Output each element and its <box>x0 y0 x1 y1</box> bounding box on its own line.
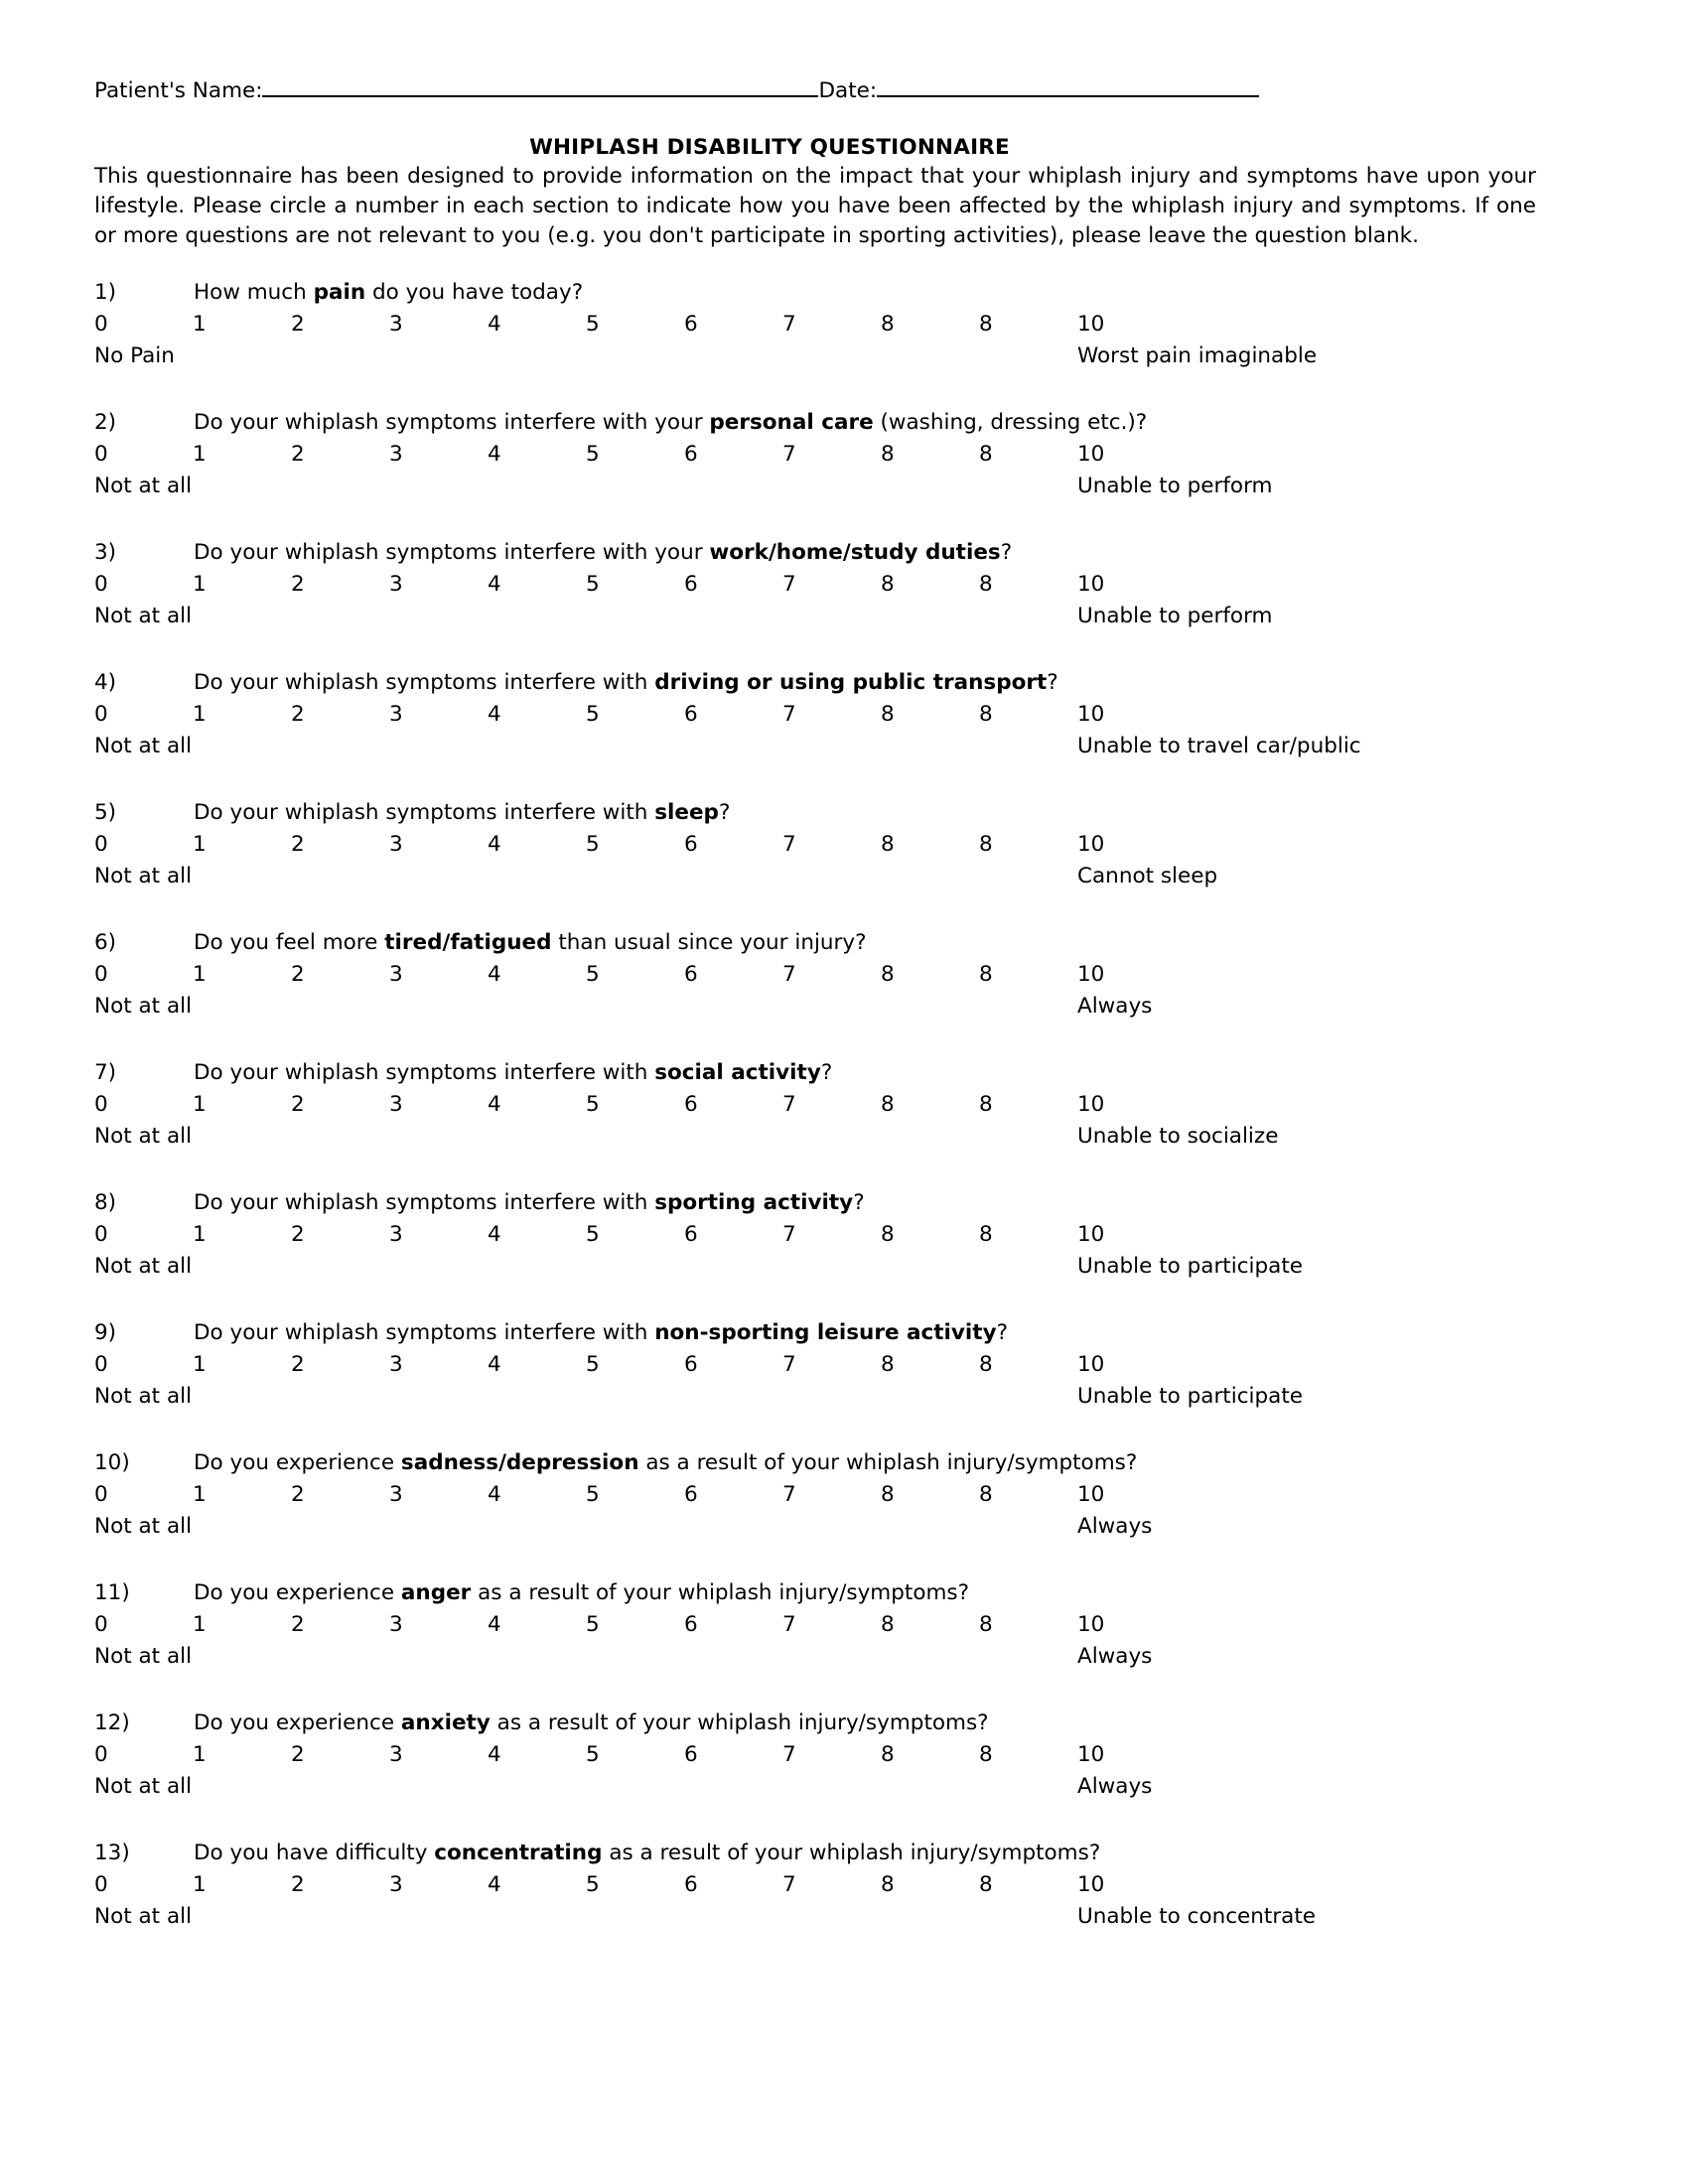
question-keyword: non-sporting leisure activity <box>654 1320 997 1345</box>
scale-option-9[interactable]: 8 <box>979 1092 993 1117</box>
scale-option-5[interactable]: 5 <box>586 1742 600 1767</box>
scale-option-8[interactable]: 8 <box>881 832 895 857</box>
scale-option-8[interactable]: 8 <box>881 1482 895 1507</box>
question-text-after: than usual since your injury? <box>551 930 867 955</box>
question-text-before: Do your whiplash symptoms interfere with <box>194 1190 655 1215</box>
scale-option-1[interactable]: 1 <box>193 1092 207 1117</box>
question-line <box>94 927 1534 959</box>
question-keyword: sleep <box>654 800 719 825</box>
scale-option-3[interactable]: 3 <box>389 832 403 857</box>
question-line <box>94 1187 1534 1219</box>
intro-paragraph: This questionnaire has been designed to provide information on the impact that your whiplash injury and symptoms have upon your lifestyle. Please circle a number in each section to indicate how you have been affected by the whiplash injury and symptoms. If one or more questions are not relevant to you (e.g. you don't participate in sporting activities), please leave the question blank. <box>94 164 1536 248</box>
question-line <box>94 1447 1534 1479</box>
question-text <box>194 1707 989 1739</box>
question-line <box>94 1317 1534 1349</box>
question-text-after: as a result of your whiplash injury/symptoms? <box>602 1841 1101 1865</box>
scale-anchors <box>94 601 1534 632</box>
anchor-label-right: Unable to travel car/public <box>1077 734 1361 758</box>
scale-option-5[interactable]: 5 <box>586 1222 600 1247</box>
scale-option-0[interactable]: 0 <box>94 702 108 727</box>
questions-list <box>94 277 1534 1933</box>
rating-scale <box>94 699 1534 731</box>
scale-option-7[interactable]: 7 <box>782 442 796 467</box>
scale-option-0[interactable]: 0 <box>94 1092 108 1117</box>
rating-scale <box>94 959 1534 991</box>
question-number: 4) <box>94 670 117 695</box>
scale-option-2[interactable]: 2 <box>291 1742 305 1767</box>
scale-option-1[interactable]: 1 <box>193 572 207 597</box>
question-number: 9) <box>94 1320 117 1345</box>
scale-anchors <box>94 991 1534 1023</box>
question-line <box>94 1577 1534 1609</box>
scale-option-3[interactable]: 3 <box>389 1742 403 1767</box>
scale-option-8[interactable]: 8 <box>881 1742 895 1767</box>
scale-option-4[interactable]: 4 <box>488 312 501 337</box>
question-keyword: anxiety <box>400 1710 491 1735</box>
question-text-before: Do your whiplash symptoms interfere with <box>194 670 655 695</box>
question-number: 7) <box>94 1060 117 1085</box>
scale-option-3[interactable]: 3 <box>389 1612 403 1637</box>
scale-option-1[interactable]: 1 <box>193 832 207 857</box>
scale-option-6[interactable]: 6 <box>684 1612 698 1637</box>
scale-option-9[interactable]: 8 <box>979 702 993 727</box>
question-number: 12) <box>94 1710 130 1735</box>
anchor-label-left: Not at all <box>94 1254 193 1279</box>
scale-option-3[interactable]: 3 <box>389 702 403 727</box>
scale-option-1[interactable]: 1 <box>193 1742 207 1767</box>
question-keyword: tired/fatigued <box>384 930 552 955</box>
anchor-label-left: Not at all <box>94 1514 193 1539</box>
anchor-label-left: Not at all <box>94 994 193 1019</box>
anchor-label-right: Always <box>1077 1644 1153 1669</box>
anchor-label-left: Not at all <box>94 1644 193 1669</box>
scale-option-10[interactable]: 10 <box>1077 1872 1105 1897</box>
scale-option-7[interactable]: 7 <box>782 1092 796 1117</box>
scale-option-5[interactable]: 5 <box>586 1612 600 1637</box>
question-text <box>194 927 867 959</box>
patient-name-label: Patient's Name: <box>94 78 263 103</box>
scale-option-6[interactable]: 6 <box>684 1222 698 1247</box>
scale-option-9[interactable]: 8 <box>979 1872 993 1897</box>
rating-scale <box>94 1609 1534 1641</box>
question-keyword: work/home/study duties <box>709 540 1001 565</box>
anchor-label-left: Not at all <box>94 734 193 758</box>
question-text-after: ? <box>1000 540 1013 565</box>
scale-option-8[interactable]: 8 <box>881 702 895 727</box>
scale-option-5[interactable]: 5 <box>586 1482 600 1507</box>
question-line <box>94 537 1534 569</box>
scale-option-6[interactable]: 6 <box>684 702 698 727</box>
scale-option-10[interactable]: 10 <box>1077 702 1105 727</box>
question-text-after: as a result of your whiplash injury/symptoms? <box>490 1710 989 1735</box>
scale-option-0[interactable]: 0 <box>94 832 108 857</box>
anchor-label-right: Unable to perform <box>1077 604 1273 628</box>
question-number: 10) <box>94 1450 130 1475</box>
scale-option-1[interactable]: 1 <box>193 1222 207 1247</box>
scale-option-5[interactable]: 5 <box>586 702 600 727</box>
scale-option-0[interactable]: 0 <box>94 962 108 987</box>
scale-option-5[interactable]: 5 <box>586 312 600 337</box>
question-text-before: Do you experience <box>194 1580 401 1605</box>
rating-scale <box>94 829 1534 861</box>
question-block <box>94 277 1534 372</box>
question-line <box>94 667 1534 699</box>
anchor-label-left: Not at all <box>94 1774 193 1799</box>
question-text-before: Do your whiplash symptoms interfere with <box>194 1320 655 1345</box>
question-keyword: anger <box>400 1580 472 1605</box>
scale-option-5[interactable]: 5 <box>586 1872 600 1897</box>
scale-option-5[interactable]: 5 <box>586 962 600 987</box>
scale-option-1[interactable]: 1 <box>193 962 207 987</box>
anchor-label-left: Not at all <box>94 1904 193 1929</box>
scale-option-4[interactable]: 4 <box>488 1872 501 1897</box>
question-block <box>94 1317 1534 1413</box>
scale-option-4[interactable]: 4 <box>488 1612 501 1637</box>
scale-option-8[interactable]: 8 <box>881 572 895 597</box>
scale-option-6[interactable]: 6 <box>684 1092 698 1117</box>
scale-option-6[interactable]: 6 <box>684 312 698 337</box>
question-text-before: Do you feel more <box>194 930 385 955</box>
question-text-before: Do your whiplash symptoms interfere with <box>194 1060 655 1085</box>
rating-scale <box>94 1219 1534 1251</box>
question-text-before: Do you have difficulty <box>194 1841 435 1865</box>
question-text-before: Do you experience <box>194 1450 401 1475</box>
scale-anchors <box>94 1641 1534 1673</box>
scale-option-7[interactable]: 7 <box>782 702 796 727</box>
rating-scale <box>94 1479 1534 1511</box>
scale-option-2[interactable]: 2 <box>291 1222 305 1247</box>
question-text-before: How much <box>194 280 314 305</box>
scale-option-6[interactable]: 6 <box>684 572 698 597</box>
date-label: Date: <box>818 78 878 103</box>
question-line <box>94 1057 1534 1089</box>
scale-option-6[interactable]: 6 <box>684 1872 698 1897</box>
question-text-after: ? <box>1047 670 1058 695</box>
scale-option-7[interactable]: 7 <box>782 1742 796 1767</box>
scale-option-9[interactable]: 8 <box>979 1742 993 1767</box>
scale-anchors <box>94 341 1534 372</box>
question-keyword: sporting activity <box>654 1190 854 1215</box>
anchor-label-right: Always <box>1077 1514 1153 1539</box>
scale-option-2[interactable]: 2 <box>291 442 305 467</box>
anchor-label-left: Not at all <box>94 604 193 628</box>
anchor-label-right: Unable to participate <box>1077 1384 1303 1409</box>
scale-option-5[interactable]: 5 <box>586 1352 600 1377</box>
anchor-label-right: Always <box>1077 1774 1153 1799</box>
scale-option-4[interactable]: 4 <box>488 1352 501 1377</box>
scale-option-3[interactable]: 3 <box>389 1352 403 1377</box>
scale-option-0[interactable]: 0 <box>94 1742 108 1767</box>
question-line <box>94 277 1534 309</box>
scale-option-2[interactable]: 2 <box>291 1612 305 1637</box>
scale-option-0[interactable]: 0 <box>94 1482 108 1507</box>
scale-option-10[interactable]: 10 <box>1077 312 1105 337</box>
rating-scale <box>94 439 1534 471</box>
question-keyword: pain <box>313 280 366 305</box>
question-text-after: ? <box>718 800 731 825</box>
scale-option-10[interactable]: 10 <box>1077 572 1105 597</box>
question-text-after: (washing, dressing etc.)? <box>873 410 1148 435</box>
date-field[interactable] <box>877 77 1259 97</box>
scale-option-3[interactable]: 3 <box>389 312 403 337</box>
scale-option-1[interactable]: 1 <box>193 1352 207 1377</box>
rating-scale <box>94 1349 1534 1381</box>
scale-option-9[interactable]: 8 <box>979 1612 993 1637</box>
scale-anchors <box>94 731 1534 762</box>
question-text-after: as a result of your whiplash injury/symptoms? <box>638 1450 1138 1475</box>
scale-option-3[interactable]: 3 <box>389 1222 403 1247</box>
scale-option-9[interactable]: 8 <box>979 1222 993 1247</box>
scale-option-5[interactable]: 5 <box>586 572 600 597</box>
rating-scale <box>94 1869 1534 1901</box>
scale-option-1[interactable]: 1 <box>193 442 207 467</box>
question-number: 3) <box>94 540 117 565</box>
scale-option-10[interactable]: 10 <box>1077 1482 1105 1507</box>
scale-option-8[interactable]: 8 <box>881 1222 895 1247</box>
scale-option-1[interactable]: 1 <box>193 312 207 337</box>
scale-option-4[interactable]: 4 <box>488 1742 501 1767</box>
scale-anchors <box>94 1511 1534 1543</box>
scale-option-2[interactable]: 2 <box>291 702 305 727</box>
document-content <box>94 0 1534 1968</box>
scale-option-1[interactable]: 1 <box>193 702 207 727</box>
question-text <box>194 1057 832 1089</box>
rating-scale <box>94 1739 1534 1771</box>
anchor-label-right: Unable to participate <box>1077 1254 1303 1279</box>
scale-option-10[interactable]: 10 <box>1077 832 1105 857</box>
question-text-after: do you have today? <box>365 280 584 305</box>
scale-option-1[interactable]: 1 <box>193 1482 207 1507</box>
patient-header <box>94 77 1534 121</box>
scale-option-2[interactable]: 2 <box>291 962 305 987</box>
question-keyword: social activity <box>654 1060 821 1085</box>
anchor-label-right: Cannot sleep <box>1077 864 1218 888</box>
scale-option-7[interactable]: 7 <box>782 1872 796 1897</box>
rating-scale <box>94 309 1534 341</box>
scale-option-3[interactable]: 3 <box>389 1872 403 1897</box>
scale-option-8[interactable]: 8 <box>881 312 895 337</box>
scale-anchors <box>94 1381 1534 1413</box>
scale-option-3[interactable]: 3 <box>389 572 403 597</box>
rating-scale <box>94 569 1534 601</box>
question-keyword: personal care <box>709 410 874 435</box>
scale-option-9[interactable]: 8 <box>979 1482 993 1507</box>
question-keyword: concentrating <box>434 1841 603 1865</box>
question-line <box>94 1707 1534 1739</box>
question-number: 8) <box>94 1190 117 1215</box>
question-text <box>194 537 1012 569</box>
scale-option-4[interactable]: 4 <box>488 1482 501 1507</box>
question-text <box>194 277 583 309</box>
scale-option-7[interactable]: 7 <box>782 1222 796 1247</box>
scale-option-0[interactable]: 0 <box>94 1222 108 1247</box>
scale-option-9[interactable]: 8 <box>979 312 993 337</box>
scale-option-7[interactable]: 7 <box>782 1482 796 1507</box>
scale-option-10[interactable]: 10 <box>1077 1612 1105 1637</box>
scale-option-6[interactable]: 6 <box>684 1482 698 1507</box>
question-text-before: Do you experience <box>194 1710 401 1735</box>
scale-option-10[interactable]: 10 <box>1077 962 1105 987</box>
question-block <box>94 797 1534 892</box>
anchor-label-right: Worst pain imaginable <box>1077 343 1318 368</box>
question-text <box>194 667 1058 699</box>
question-text-after: ? <box>820 1060 833 1085</box>
scale-option-4[interactable]: 4 <box>488 962 501 987</box>
scale-option-2[interactable]: 2 <box>291 1872 305 1897</box>
scale-option-4[interactable]: 4 <box>488 442 501 467</box>
patient-name-field[interactable] <box>262 77 818 97</box>
question-block <box>94 1838 1534 1933</box>
scale-option-9[interactable]: 8 <box>979 1352 993 1377</box>
question-keyword: driving or using public transport <box>654 670 1048 695</box>
scale-option-2[interactable]: 2 <box>291 1092 305 1117</box>
scale-option-4[interactable]: 4 <box>488 572 501 597</box>
scale-option-0[interactable]: 0 <box>94 1352 108 1377</box>
scale-anchors <box>94 1251 1534 1283</box>
scale-option-0[interactable]: 0 <box>94 572 108 597</box>
question-text <box>194 1187 865 1219</box>
scale-option-9[interactable]: 8 <box>979 962 993 987</box>
question-text <box>194 797 730 829</box>
question-text-after: ? <box>853 1190 865 1215</box>
scale-option-7[interactable]: 7 <box>782 572 796 597</box>
scale-anchors <box>94 1901 1534 1933</box>
scale-option-1[interactable]: 1 <box>193 1872 207 1897</box>
anchor-label-left: Not at all <box>94 474 193 498</box>
scale-option-0[interactable]: 0 <box>94 1872 108 1897</box>
scale-option-8[interactable]: 8 <box>881 1612 895 1637</box>
anchor-label-right: Always <box>1077 994 1153 1019</box>
anchor-label-left: Not at all <box>94 1124 193 1149</box>
scale-option-9[interactable]: 8 <box>979 832 993 857</box>
scale-anchors <box>94 471 1534 502</box>
question-number: 11) <box>94 1580 130 1605</box>
scale-option-9[interactable]: 8 <box>979 572 993 597</box>
anchor-label-right: Unable to perform <box>1077 474 1273 498</box>
scale-option-8[interactable]: 8 <box>881 962 895 987</box>
question-text <box>194 1577 969 1609</box>
scale-anchors <box>94 861 1534 892</box>
page-title: WHIPLASH DISABILITY QUESTIONNAIRE <box>529 135 1010 160</box>
scale-option-2[interactable]: 2 <box>291 1482 305 1507</box>
question-text <box>194 1838 1100 1869</box>
question-block <box>94 1057 1534 1153</box>
scale-option-10[interactable]: 10 <box>1077 1222 1105 1247</box>
anchor-label-left: Not at all <box>94 864 193 888</box>
scale-option-0[interactable]: 0 <box>94 312 108 337</box>
anchor-label-left: No Pain <box>94 343 175 368</box>
question-line <box>94 1838 1534 1869</box>
scale-option-10[interactable]: 10 <box>1077 1742 1105 1767</box>
scale-option-4[interactable]: 4 <box>488 1222 501 1247</box>
scale-option-3[interactable]: 3 <box>389 962 403 987</box>
scale-anchors <box>94 1121 1534 1153</box>
scale-option-7[interactable]: 7 <box>782 962 796 987</box>
scale-option-5[interactable]: 5 <box>586 1092 600 1117</box>
anchor-label-right: Unable to socialize <box>1077 1124 1279 1149</box>
question-block <box>94 1447 1534 1543</box>
anchor-label-right: Unable to concentrate <box>1077 1904 1317 1929</box>
question-block <box>94 537 1534 632</box>
scale-option-6[interactable]: 6 <box>684 962 698 987</box>
question-block <box>94 927 1534 1023</box>
scale-option-6[interactable]: 6 <box>684 442 698 467</box>
scale-option-7[interactable]: 7 <box>782 312 796 337</box>
scale-option-4[interactable]: 4 <box>488 1092 501 1117</box>
scale-option-7[interactable]: 7 <box>782 832 796 857</box>
question-number: 2) <box>94 410 117 435</box>
question-text-after: as a result of your whiplash injury/symptoms? <box>471 1580 970 1605</box>
scale-option-7[interactable]: 7 <box>782 1612 796 1637</box>
scale-option-10[interactable]: 10 <box>1077 1352 1105 1377</box>
question-block <box>94 1577 1534 1673</box>
question-text-before: Do your whiplash symptoms interfere with your <box>194 410 710 435</box>
question-line <box>94 797 1534 829</box>
question-block <box>94 407 1534 502</box>
question-text-after: ? <box>996 1320 1009 1345</box>
question-keyword: sadness/depression <box>400 1450 639 1475</box>
scale-option-8[interactable]: 8 <box>881 442 895 467</box>
scale-option-10[interactable]: 10 <box>1077 442 1105 467</box>
scale-option-6[interactable]: 6 <box>684 832 698 857</box>
question-text-before: Do your whiplash symptoms interfere with <box>194 800 655 825</box>
scale-option-1[interactable]: 1 <box>193 1612 207 1637</box>
question-text-before: Do your whiplash symptoms interfere with your <box>194 540 710 565</box>
scale-option-2[interactable]: 2 <box>291 312 305 337</box>
scale-option-0[interactable]: 0 <box>94 1612 108 1637</box>
question-block <box>94 1707 1534 1803</box>
scale-option-8[interactable]: 8 <box>881 1352 895 1377</box>
scale-option-7[interactable]: 7 <box>782 1352 796 1377</box>
scale-anchors <box>94 1771 1534 1803</box>
scale-option-2[interactable]: 2 <box>291 572 305 597</box>
question-text <box>194 1447 1137 1479</box>
scale-option-5[interactable]: 5 <box>586 832 600 857</box>
scale-option-3[interactable]: 3 <box>389 442 403 467</box>
question-number: 1) <box>94 280 117 305</box>
question-line <box>94 407 1534 439</box>
question-number: 5) <box>94 800 117 825</box>
question-block <box>94 667 1534 762</box>
scale-option-8[interactable]: 8 <box>881 1092 895 1117</box>
anchor-label-left: Not at all <box>94 1384 193 1409</box>
scale-option-8[interactable]: 8 <box>881 1872 895 1897</box>
question-number: 6) <box>94 930 117 955</box>
question-text <box>194 407 1147 439</box>
rating-scale <box>94 1089 1534 1121</box>
scale-option-9[interactable]: 8 <box>979 442 993 467</box>
scale-option-5[interactable]: 5 <box>586 442 600 467</box>
question-number: 13) <box>94 1841 130 1865</box>
scale-option-6[interactable]: 6 <box>684 1352 698 1377</box>
scale-option-6[interactable]: 6 <box>684 1742 698 1767</box>
scale-option-10[interactable]: 10 <box>1077 1092 1105 1117</box>
scale-option-0[interactable]: 0 <box>94 442 108 467</box>
scale-option-3[interactable]: 3 <box>389 1092 403 1117</box>
scale-option-3[interactable]: 3 <box>389 1482 403 1507</box>
scale-option-4[interactable]: 4 <box>488 702 501 727</box>
scale-option-2[interactable]: 2 <box>291 1352 305 1377</box>
scale-option-2[interactable]: 2 <box>291 832 305 857</box>
question-block <box>94 1187 1534 1283</box>
scale-option-4[interactable]: 4 <box>488 832 501 857</box>
question-text <box>194 1317 1008 1349</box>
